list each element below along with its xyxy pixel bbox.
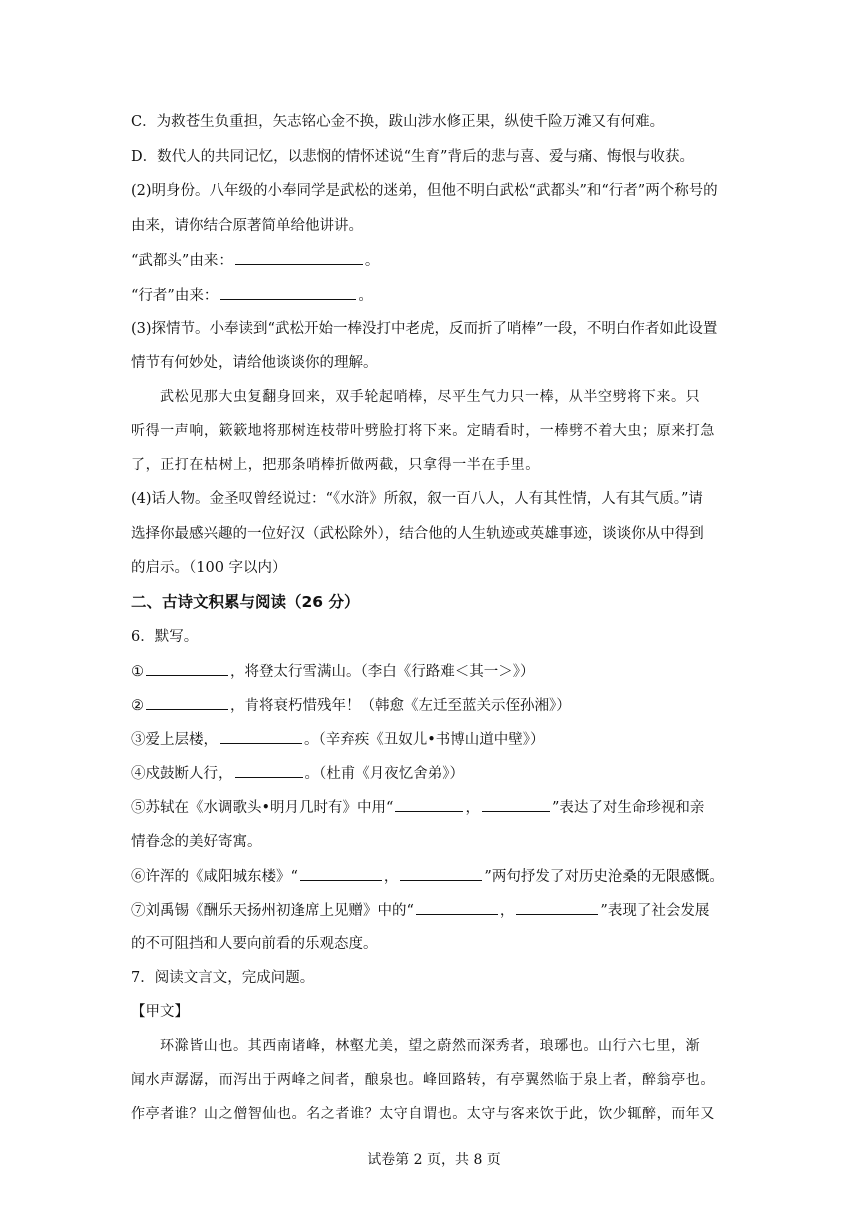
item-4-suffix: 。（杜甫《月夜忆舍弟》） [304,766,464,782]
dictation-item-6 [131,866,724,887]
item-1-number: ① [131,664,144,680]
item-5-prefix: ⑤苏轼在《水调歌头•明月几时有》中用“ [131,800,394,816]
item-7-suffix: ”表现了社会发展 [600,903,710,919]
item-4-prefix: ④戍鼓断人行， [131,766,233,782]
item-2-blank[interactable] [146,695,228,710]
item-5-blank-2[interactable] [482,797,550,812]
dictation-item-3 [131,729,545,750]
item-7-blank-2[interactable] [516,900,598,915]
option-d: D．数代人的共同记忆，以悲悯的情怀述说“生育”背后的悲与喜、爱与痛、悔恨与收获。 [131,149,694,165]
dictation-item-7-line-2: 的不可阻挡和人要向前看的乐观态度。 [131,936,378,952]
question-7-title: 7．阅读文言文，完成问题。 [131,970,315,986]
item-7-separator: ， [499,903,515,919]
xingzhe-answer-blank[interactable] [220,285,356,300]
item-2-number: ② [131,698,144,714]
item-5-blank-1[interactable] [395,797,463,812]
excerpt-line-3: 了，正打在枯树上，把那条哨棒折做两截，只拿得一半在手里。 [131,457,540,473]
item-7-blank-1[interactable] [416,900,498,915]
dictation-item-5-line-2: 情眷念的美好寄寓。 [131,834,262,850]
item-3-blank[interactable] [220,729,302,744]
section-2-heading: 二、古诗文积累与阅读（26 分） [131,593,360,611]
passage-line-2: 闻水声潺潺，而泻出于两峰之间者，酿泉也。峰回路转，有亭翼然临于泉上者，醉翁亭也。 [131,1072,715,1088]
dutou-origin-line [131,250,379,271]
passage-line-1: 环滁皆山也。其西南诸峰，林壑尤美，望之蔚然而深秀者，琅琊也。山行六七里，渐 [160,1038,701,1054]
dictation-item-5 [131,797,704,818]
dutou-answer-blank[interactable] [235,250,363,265]
item-6-prefix: ⑥许浑的《咸阳城东楼》“ [131,869,298,885]
dictation-item-2 [131,695,571,716]
item-6-blank-2[interactable] [400,866,482,881]
question-4-line-1: (4)话人物。金圣叹曾经说过：“《水浒》所叙，叙一百八人，人有其性情，人有其气质。”请 [131,491,703,507]
item-2-text: ，肯将衰朽惜残年！（韩愈《左迁至蓝关示侄孙湘》） [230,698,571,714]
dutou-label: “武都头”由来： [131,253,233,269]
dictation-item-4 [131,763,464,784]
item-6-suffix: ”两句抒发了对历史沧桑的无限感慨。 [484,869,724,885]
excerpt-line-2: 听得一声响，簌簌地将那树连枝带叶劈脸打将下来。定睛看时，一棒劈不着大虫；原来打急 [131,423,715,439]
question-3-line-2: 情节有何妙处，请给他谈谈你的理解。 [131,355,378,371]
excerpt-line-1: 武松见那大虫复翻身回来，双手轮起哨棒，尽平生气力只一棒，从半空劈将下来。只 [160,389,701,405]
question-2-line-2: 由来，请你结合原著简单给他讲讲。 [131,218,363,234]
page-footer: 试卷第 2 页，共 8 页 [367,1152,501,1168]
question-2-line-1: (2)明身份。八年级的小奉同学是武松的迷弟，但他不明白武松“武都头”和“行者”两个称号的 [131,183,718,199]
passage-line-3: 作亭者谁？山之僧智仙也。名之者谁？太守自谓也。太守与客来饮于此，饮少辄醉，而年又 [131,1106,715,1122]
dictation-item-1 [131,661,535,682]
item-5-separator: ， [465,800,480,816]
item-4-blank[interactable] [235,763,303,778]
dutou-end: 。 [364,253,380,269]
question-6-title: 6．默写。 [131,629,199,645]
jiawen-label: 【甲文】 [131,1004,189,1020]
question-4-line-2: 选择你最感兴趣的一位好汉（武松除外），结合他的人生轨迹或英雄事迹，谈谈你从中得到 [131,526,704,542]
question-4-line-3: 的启示。（100 字以内） [131,560,287,576]
dictation-item-7 [131,900,709,921]
item-5-suffix: ”表达了对生命珍视和亲 [551,800,705,816]
item-3-prefix: ③爱上层楼， [131,732,218,748]
item-1-text: ，将登太行雪满山。（李白《行路难＜其一＞》） [230,664,535,680]
item-6-separator: ， [383,869,399,885]
item-7-prefix: ⑦刘禹锡《酬乐天扬州初逢席上见赠》中的“ [131,903,414,919]
xingzhe-origin-line [131,285,373,306]
item-3-suffix: 。（辛弃疾《丑奴儿•书博山道中壁》） [304,732,545,748]
item-1-blank[interactable] [146,661,228,676]
option-c: C．为救苍生负重担，矢志铭心金不换，跋山涉水修正果，纵使千险万滩又有何难。 [131,114,665,130]
item-6-blank-1[interactable] [300,866,382,881]
question-3-line-1: (3)探情节。小奉读到“武松开始一棒没打中老虎，反而折了哨棒”一段，不明白作者如此设置 [131,321,718,337]
xingzhe-end: 。 [358,288,373,304]
xingzhe-label: “行者”由来： [131,288,219,304]
